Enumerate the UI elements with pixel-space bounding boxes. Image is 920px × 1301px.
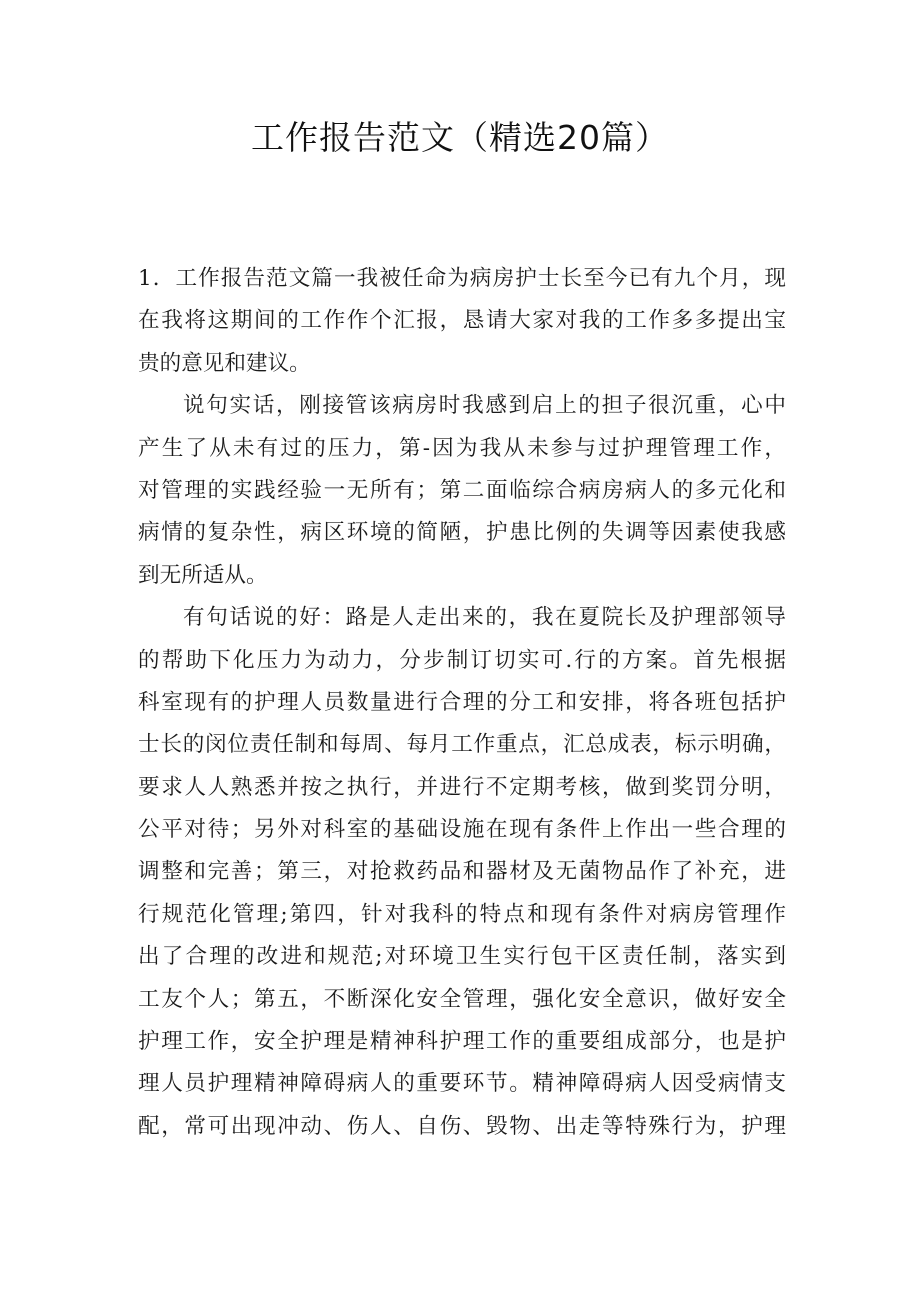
document-title: 工作报告范文（精选20篇）: [251, 118, 669, 157]
paragraph-3-line-3: 科室现有的护理人员数量进行合理的分工和安排，将各班包括护: [138, 689, 786, 715]
paragraph-3-line-5: 要求人人熟悉并按之执行，并进行不定期考核，做到奖罚分明，: [138, 774, 786, 800]
paragraph-2-line-5: 到无所适从。: [138, 562, 268, 588]
paragraph-3-line-4: 士长的闵位责任制和每周、每月工作重点，汇总成表，标示明确，: [138, 732, 786, 758]
paragraph-3-line-6: 公平对待；另外对科室的基础设施在现有条件上作出一些合理的: [138, 817, 786, 843]
paragraph-1-line-2: 在我将这期间的工作作个汇报，恳请大家对我的工作多多提出宝: [138, 308, 786, 334]
paragraph-2-line-1: 说句实话，刚接管该病房时我感到启上的担子很沉重，心中: [183, 393, 786, 419]
paragraph-2-line-2: 产生了从未有过的压力，第-因为我从未参与过护理管理工作，: [138, 435, 786, 461]
paragraph-1-line-3: 贵的意见和建议。: [138, 350, 311, 376]
paragraph-3-line-7: 调整和完善；第三，对抢救药品和器材及无菌物品作了补充，进: [138, 859, 786, 885]
paragraph-3-line-12: 理人员护理精神障碍病人的重要环节。精神障碍病人因受病情支: [138, 1071, 786, 1097]
paragraph-3-line-8: 行规范化管理;第四，针对我科的特点和现有条件对病房管理作: [138, 901, 786, 927]
paragraph-3-line-9: 出了合理的改进和规范;对环境卫生实行包干区责任制，落实到: [138, 944, 786, 970]
paragraph-3-line-1: 有句话说的好：路是人走出来的，我在夏院长及护理部领导: [183, 605, 786, 631]
paragraph-2-line-4: 病情的复杂性，病区环境的简陋，护患比例的失调等因素使我感: [138, 520, 786, 546]
paragraph-2-line-3: 对管理的实践经验一无所有；第二面临综合病房病人的多元化和: [138, 477, 786, 503]
paragraph-3-line-2: 的帮助下化压力为动力，分步制订切实可.行的方案。首先根据: [138, 647, 786, 673]
paragraph-1-line-1: 1．工作报告范文篇一我被任命为病房护士长至今已有九个月，现: [138, 266, 786, 291]
paragraph-3-line-10: 工友个人；第五，不断深化安全管理，强化安全意识，做好安全: [138, 986, 786, 1012]
paragraph-3-line-13: 配，常可出现冲动、伤人、自伤、毁物、出走等特殊行为，护理: [138, 1113, 786, 1139]
document-body: [138, 258, 786, 1148]
paragraph-3-line-11: 护理工作，安全护理是精神科护理工作的重要组成部分，也是护: [138, 1029, 786, 1055]
